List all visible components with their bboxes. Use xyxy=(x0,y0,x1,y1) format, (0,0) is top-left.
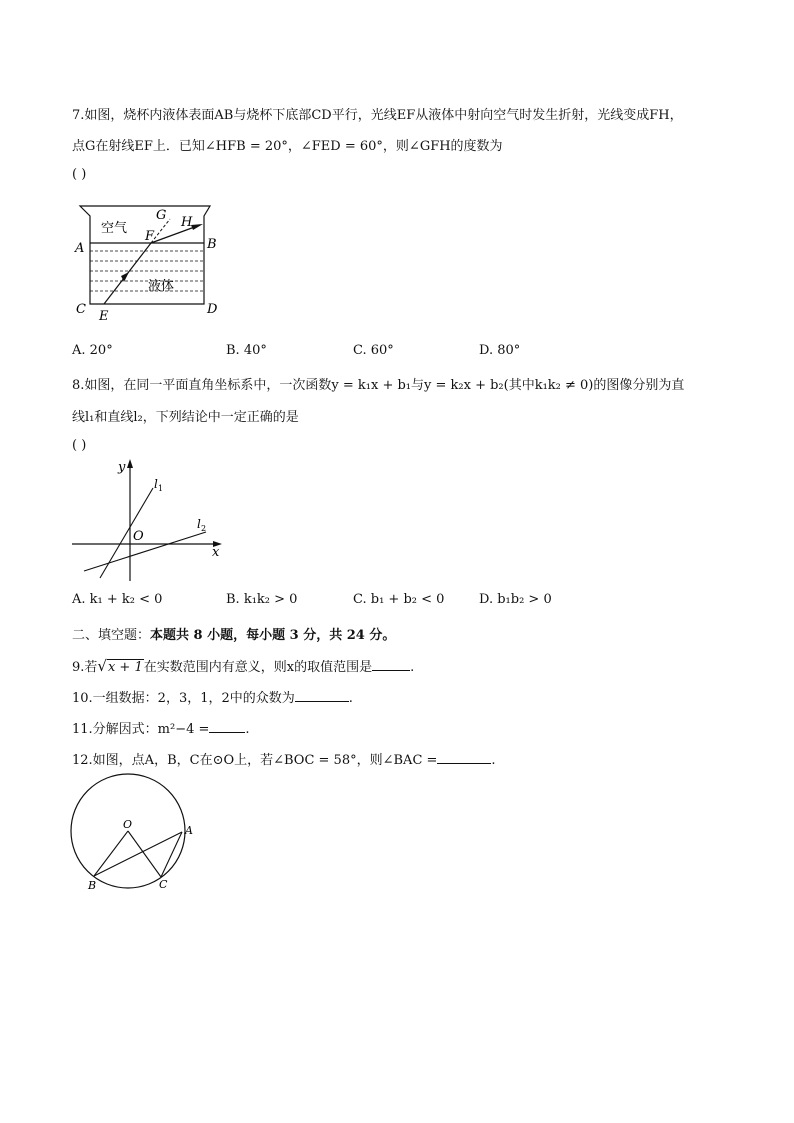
section-heading-prefix: 二、填空题： xyxy=(72,628,151,643)
q12-label-B: B xyxy=(88,879,97,892)
q10-body: 10.一组数据：2，3，1，2中的众数为 xyxy=(72,691,295,706)
q7-text-line2: 点G在射线EF上．已知∠HFB = 20°，∠FED = 60°，则∠GFH的度数为 xyxy=(72,139,503,154)
q7-label-F: F xyxy=(145,229,155,244)
q8-option-c: C. b₁ + b₂ < 0 xyxy=(353,592,445,607)
q8-label-y: y xyxy=(118,460,126,475)
q7-label-H: H xyxy=(181,215,193,230)
q12-body: 12.如图，点A，B，C在⊙O上，若∠BOC = 58°，则∠BAC = xyxy=(72,753,438,768)
q8-label-l1-sub: 1 xyxy=(158,484,164,493)
q8-label-l2: l xyxy=(197,517,201,531)
q8-label-x: x xyxy=(212,545,220,560)
q8-text-line2: 线l₁和直线l₂，下列结论中一定正确的是 xyxy=(72,410,299,425)
q9-suffix: 在实数范围内有意义，则x的取值范围是 xyxy=(143,660,373,675)
q7-label-C: C xyxy=(76,302,86,317)
q12-label-C: C xyxy=(159,878,168,891)
q8-label-l1: l xyxy=(154,477,158,491)
q8-option-a: A. k₁ + k₂ < 0 xyxy=(72,592,163,607)
q8-label-origin: O xyxy=(133,529,144,544)
q12-end: . xyxy=(491,753,496,768)
q9-end: . xyxy=(410,660,415,675)
section-heading-bold: 本题共 8 小题，每小题 3 分，共 24 分。 xyxy=(150,628,396,643)
q7-option-b: B. 40° xyxy=(226,343,267,358)
q7-option-c: C. 60° xyxy=(353,343,394,358)
q7-label-D: D xyxy=(207,302,218,317)
sqrt-sign-icon: √ xyxy=(97,657,107,675)
q7-label-liquid: 液体 xyxy=(148,279,175,294)
q7-answer-paren: ( ) xyxy=(72,167,87,182)
q8-text-line1: 8.如图，在同一平面直角坐标系中，一次函数y = k₁x + b₁与y = k₂x + b₂(其中k₁k₂ ≠ 0)的图像分别为直 xyxy=(72,378,685,393)
q7-label-A: A xyxy=(75,241,85,256)
q8-label-l2-sub: 2 xyxy=(201,524,207,533)
q7-option-d: D. 80° xyxy=(479,343,521,358)
q9-radicand: x + 1 xyxy=(107,660,143,675)
q8-option-b: B. k₁k₂ > 0 xyxy=(226,592,298,607)
q12-label-O: O xyxy=(123,818,133,831)
q12-label-A: A xyxy=(185,824,193,837)
q10-end: . xyxy=(348,691,353,706)
q8-option-d: D. b₁b₂ > 0 xyxy=(479,592,552,607)
q11-body: 11.分解因式：m²−4 = xyxy=(72,722,210,737)
q11-end: . xyxy=(245,722,250,737)
q7-label-air: 空气 xyxy=(101,221,128,236)
q7-text-line1: 7.如图，烧杯内液体表面AB与烧杯下底部CD平行，光线EF从液体中射向空气时发生折射，光线变成FH， xyxy=(72,108,683,123)
q8-answer-paren: ( ) xyxy=(72,438,87,453)
q9-prefix: 9.若 xyxy=(72,660,98,675)
q7-label-B: B xyxy=(207,237,217,252)
q7-label-G: G xyxy=(156,208,167,223)
q7-option-a: A. 20° xyxy=(72,343,113,358)
q7-label-E: E xyxy=(99,309,109,324)
